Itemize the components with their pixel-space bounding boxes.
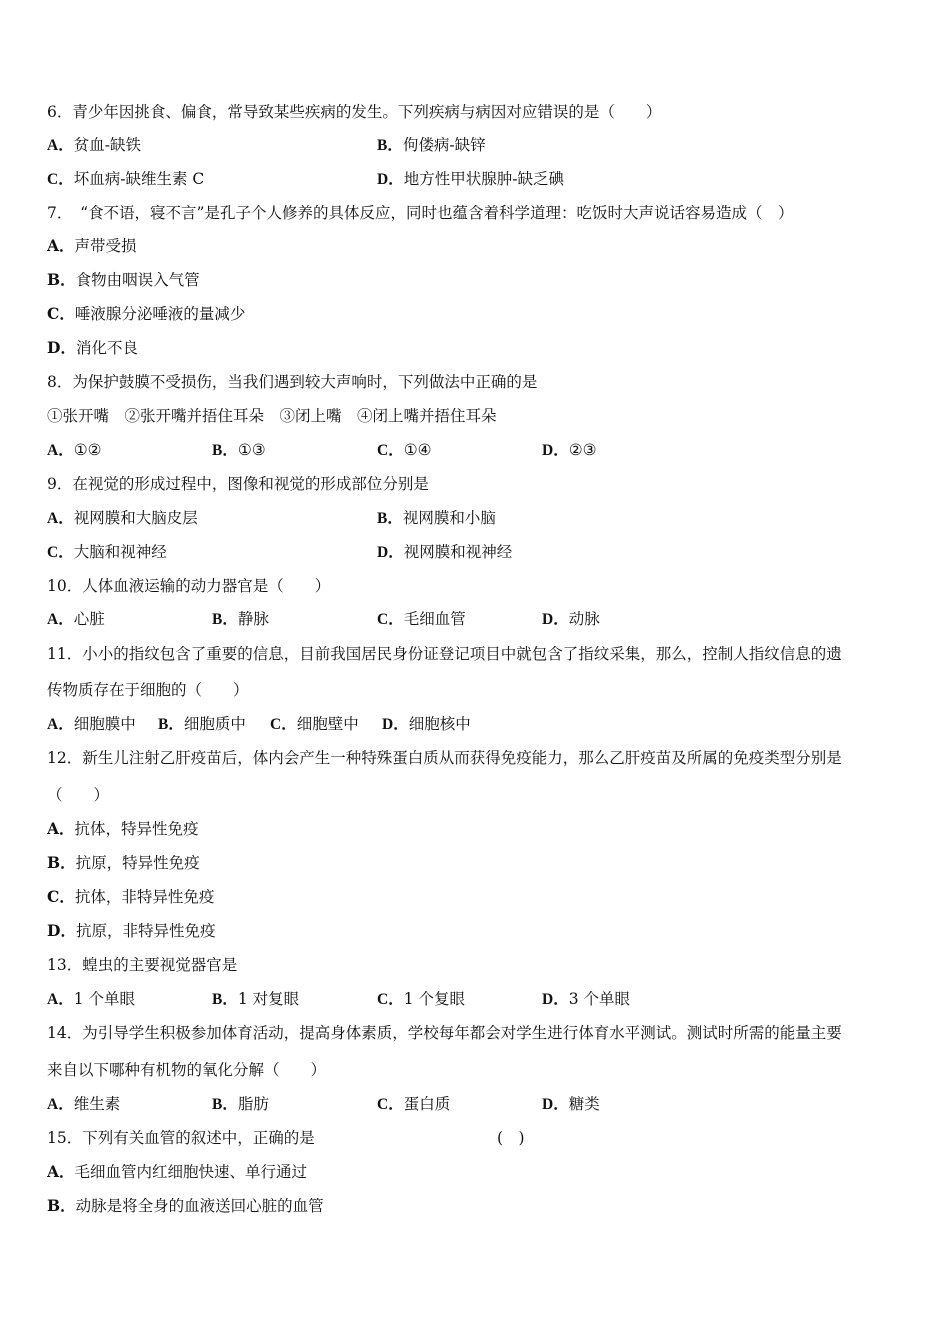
question-13-option-d: D．3 个单眼 xyxy=(542,990,630,1008)
question-12-option-d: D．抗原，非特异性免疫 xyxy=(47,921,216,940)
question-12-stem-line-1: 12．新生儿注射乙肝疫苗后，体内会产生一种特殊蛋白质从而获得免疫能力，那么乙肝疫苗及所属的免疫类型分别是 xyxy=(47,749,842,767)
question-7-option-d: D．消化不良 xyxy=(47,338,138,357)
question-8-stem: 8．为保护鼓膜不受损伤，当我们遇到较大声响时，下列做法中正确的是 xyxy=(47,373,538,391)
question-12-option-c: C．抗体，非特异性免疫 xyxy=(47,887,215,906)
question-9-option-c: C．大脑和视神经 xyxy=(47,543,167,561)
question-12-option-b: B．抗原，特异性免疫 xyxy=(47,853,200,872)
question-10-stem: 10．人体血液运输的动力器官是（ ） xyxy=(47,577,331,595)
question-6-options-row-2 xyxy=(47,168,907,190)
question-8-option-d: D．②③ xyxy=(542,441,597,459)
question-14-option-d: D．糖类 xyxy=(542,1095,600,1113)
question-11-stem-line-1: 11．小小的指纹包含了重要的信息，目前我国居民身份证登记项目中就包含了指纹采集，那么，控制人指纹信息的遗 xyxy=(47,645,842,663)
question-7-option-a: A．声带受损 xyxy=(47,236,137,255)
question-11-option-d: D．细胞核中 xyxy=(382,715,471,733)
question-7-option-b: B．食物由咽误入气管 xyxy=(47,270,200,289)
question-14-stem-line-1: 14．为引导学生积极参加体育活动，提高身体素质，学校每年都会对学生进行体育水平测试。测试时所需的能量主要 xyxy=(47,1024,842,1042)
question-10-option-c: C．毛细血管 xyxy=(377,610,466,628)
question-10-option-d: D．动脉 xyxy=(542,610,600,628)
question-6-option-c: C．坏血病-缺维生素 C xyxy=(47,170,205,188)
question-8-option-c: C．①④ xyxy=(377,441,432,459)
question-6-option-b: B．佝偻病-缺锌 xyxy=(377,136,486,154)
question-7-stem: 7． “食不语，寝不言”是孔子个人修养的具体反应，同时也蕴含着科学道理：吃饭时大声说话容易造成（ ） xyxy=(47,204,794,222)
question-6-option-a: A．贫血-缺铁 xyxy=(47,136,141,154)
question-15-option-b: B．动脉是将全身的血液送回心脏的血管 xyxy=(47,1196,324,1215)
question-10-option-b: B．静脉 xyxy=(212,610,269,628)
question-9-option-d: D．视网膜和视神经 xyxy=(377,543,513,561)
question-9-option-a: A．视网膜和大脑皮层 xyxy=(47,509,198,527)
question-7-option-c: C．唾液腺分泌唾液的量减少 xyxy=(47,304,246,323)
question-13-options xyxy=(47,988,907,1010)
question-15-option-a: A．毛细血管内红细胞快速、单行通过 xyxy=(47,1162,308,1181)
question-6-options-row-1 xyxy=(47,134,907,156)
question-15-stem-row xyxy=(47,1127,907,1149)
question-11-options xyxy=(47,713,907,735)
question-8-items: ①张开嘴 ②张开嘴并捂住耳朵 ③闭上嘴 ④闭上嘴并捂住耳朵 xyxy=(47,407,497,425)
question-9-stem: 9．在视觉的形成过程中，图像和视觉的形成部位分别是 xyxy=(47,475,429,493)
question-8-option-b: B．①③ xyxy=(212,441,266,459)
question-6-option-d: D．地方性甲状腺肿-缺乏碘 xyxy=(377,170,564,188)
question-14-options xyxy=(47,1093,907,1115)
question-9-options-row-2 xyxy=(47,541,907,563)
question-14-stem-line-2: 来自以下哪种有机物的氧化分解（ ） xyxy=(47,1061,327,1079)
question-6-stem: 6．青少年因挑食、偏食，常导致某些疾病的发生。下列疾病与病因对应错误的是（ ） xyxy=(47,103,662,121)
question-10-options xyxy=(47,608,907,630)
question-11-option-c: C．细胞壁中 xyxy=(270,715,359,733)
question-8-option-a: A．①② xyxy=(47,441,102,459)
question-10-option-a: A．心脏 xyxy=(47,610,105,628)
question-13-stem: 13．蝗虫的主要视觉器官是 xyxy=(47,956,238,974)
question-11-option-a: A．细胞膜中 xyxy=(47,715,136,733)
question-13-option-a: A．1 个单眼 xyxy=(47,990,135,1008)
question-14-option-a: A．维生素 xyxy=(47,1095,121,1113)
question-13-option-c: C．1 个复眼 xyxy=(377,990,465,1008)
question-14-option-c: C．蛋白质 xyxy=(377,1095,451,1113)
question-9-options-row-1 xyxy=(47,507,907,529)
question-12-stem-line-2: （ ） xyxy=(47,786,110,804)
question-12-option-a: A．抗体，特异性免疫 xyxy=(47,819,199,838)
question-15-blank: ( ) xyxy=(497,1129,525,1147)
question-15-stem: 15．下列有关血管的叙述中，正确的是 xyxy=(47,1129,315,1147)
question-14-option-b: B．脂肪 xyxy=(212,1095,269,1113)
question-13-option-b: B．1 对复眼 xyxy=(212,990,300,1008)
question-11-option-b: B．细胞质中 xyxy=(158,715,246,733)
question-8-options xyxy=(47,439,907,461)
question-9-option-b: B．视网膜和小脑 xyxy=(377,509,496,527)
question-11-stem-line-2: 传物质存在于细胞的（ ） xyxy=(47,681,249,699)
